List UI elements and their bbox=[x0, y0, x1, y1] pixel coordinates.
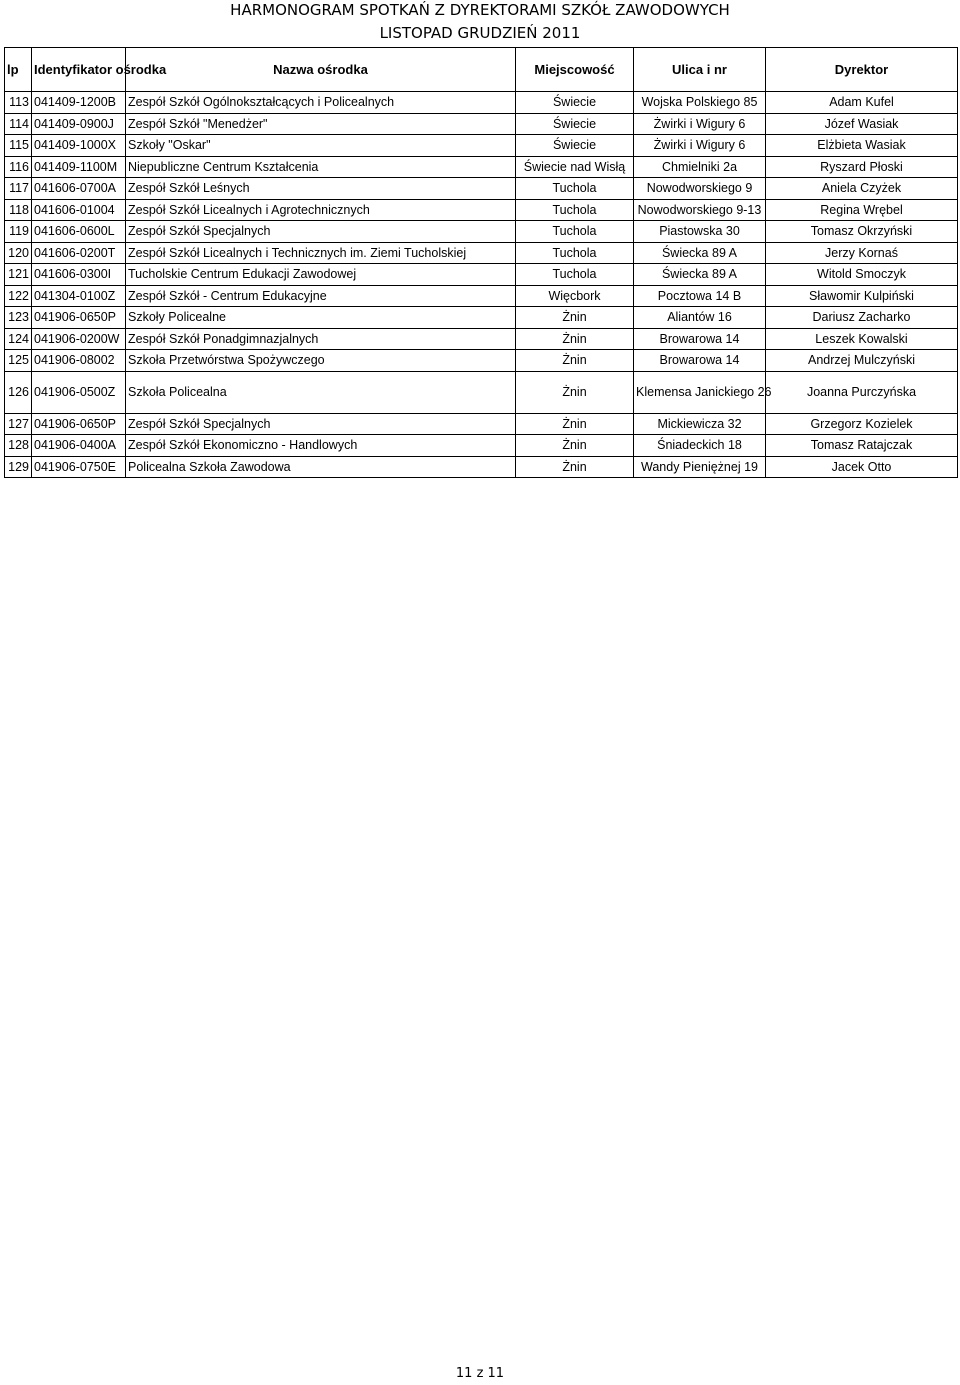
cell-lp: 118 bbox=[5, 199, 32, 221]
cell-city: Tuchola bbox=[516, 199, 634, 221]
cell-city: Żnin bbox=[516, 456, 634, 478]
header-lp: lp bbox=[5, 48, 32, 92]
cell-lp: 128 bbox=[5, 435, 32, 457]
cell-name: Zespół Szkół Specjalnych bbox=[126, 221, 516, 243]
cell-name: Zespół Szkół Ogólnokształcących i Policealnych bbox=[126, 92, 516, 114]
cell-lp: 119 bbox=[5, 221, 32, 243]
cell-director: Elżbieta Wasiak bbox=[766, 135, 958, 157]
cell-director: Witold Smoczyk bbox=[766, 264, 958, 286]
table-row bbox=[5, 264, 958, 286]
table-row bbox=[5, 307, 958, 329]
table-row bbox=[5, 178, 958, 200]
cell-id: 041606-0200T bbox=[32, 242, 126, 264]
cell-street: Browarowa 14 bbox=[634, 328, 766, 350]
cell-name: Szkoły "Oskar" bbox=[126, 135, 516, 157]
cell-lp: 121 bbox=[5, 264, 32, 286]
cell-city: Świecie bbox=[516, 135, 634, 157]
cell-city: Tuchola bbox=[516, 264, 634, 286]
cell-id: 041409-0900J bbox=[32, 113, 126, 135]
cell-name: Niepubliczne Centrum Kształcenia bbox=[126, 156, 516, 178]
table-row bbox=[5, 113, 958, 135]
cell-city: Tuchola bbox=[516, 221, 634, 243]
cell-name: Zespół Szkół Ekonomiczno - Handlowych bbox=[126, 435, 516, 457]
cell-street: Żwirki i Wigury 6 bbox=[634, 135, 766, 157]
cell-street: Piastowska 30 bbox=[634, 221, 766, 243]
cell-street: Aliantów 16 bbox=[634, 307, 766, 329]
cell-id: 041906-0650P bbox=[32, 413, 126, 435]
cell-lp: 117 bbox=[5, 178, 32, 200]
table-row bbox=[5, 285, 958, 307]
cell-street: Pocztowa 14 B bbox=[634, 285, 766, 307]
table-row bbox=[5, 328, 958, 350]
header-director: Dyrektor bbox=[766, 48, 958, 92]
table-body bbox=[5, 92, 958, 478]
cell-director: Ryszard Płoski bbox=[766, 156, 958, 178]
cell-id: 041906-08002 bbox=[32, 350, 126, 372]
document-title: HARMONOGRAM SPOTKAŃ Z DYREKTORAMI SZKÓŁ ZAWODOWYCH bbox=[230, 1, 730, 19]
cell-street: Wojska Polskiego 85 bbox=[634, 92, 766, 114]
table-row bbox=[5, 199, 958, 221]
cell-city: Świecie nad Wisłą bbox=[516, 156, 634, 178]
cell-name: Zespół Szkół Ponadgimnazjalnych bbox=[126, 328, 516, 350]
cell-city: Żnin bbox=[516, 328, 634, 350]
cell-name: Zespół Szkół "Menedżer" bbox=[126, 113, 516, 135]
cell-lp: 116 bbox=[5, 156, 32, 178]
table-row bbox=[5, 135, 958, 157]
cell-street: Świecka 89 A bbox=[634, 264, 766, 286]
cell-name: Szkoła Przetwórstwa Spożywczego bbox=[126, 350, 516, 372]
cell-lp: 113 bbox=[5, 92, 32, 114]
cell-id: 041906-0400A bbox=[32, 435, 126, 457]
cell-director: Regina Wrębel bbox=[766, 199, 958, 221]
cell-director: Leszek Kowalski bbox=[766, 328, 958, 350]
table-row bbox=[5, 456, 958, 478]
cell-id: 041606-01004 bbox=[32, 199, 126, 221]
header-id: Identyfikator ośrodka bbox=[32, 48, 126, 92]
cell-director: Sławomir Kulpiński bbox=[766, 285, 958, 307]
table-row bbox=[5, 413, 958, 435]
cell-id: 041906-0650P bbox=[32, 307, 126, 329]
cell-id: 041606-0700A bbox=[32, 178, 126, 200]
cell-id: 041906-0500Z bbox=[32, 371, 126, 413]
cell-city: Tuchola bbox=[516, 178, 634, 200]
cell-city: Świecie bbox=[516, 92, 634, 114]
cell-lp: 126 bbox=[5, 371, 32, 413]
cell-lp: 120 bbox=[5, 242, 32, 264]
cell-director: Jerzy Kornaś bbox=[766, 242, 958, 264]
cell-city: Żnin bbox=[516, 413, 634, 435]
cell-street: Klemensa Janickiego 26 bbox=[634, 371, 766, 413]
cell-lp: 129 bbox=[5, 456, 32, 478]
table-row bbox=[5, 350, 958, 372]
cell-street: Śniadeckich 18 bbox=[634, 435, 766, 457]
document-subtitle: LISTOPAD GRUDZIEŃ 2011 bbox=[379, 24, 581, 42]
cell-street: Żwirki i Wigury 6 bbox=[634, 113, 766, 135]
cell-id: 041906-0750E bbox=[32, 456, 126, 478]
cell-city: Tuchola bbox=[516, 242, 634, 264]
cell-street: Mickiewicza 32 bbox=[634, 413, 766, 435]
cell-id: 041409-1100M bbox=[32, 156, 126, 178]
cell-name: Zespół Szkół Licealnych i Technicznych im. Ziemi Tucholskiej bbox=[126, 242, 516, 264]
cell-lp: 123 bbox=[5, 307, 32, 329]
cell-director: Jacek Otto bbox=[766, 456, 958, 478]
cell-city: Żnin bbox=[516, 350, 634, 372]
cell-id: 041606-0600L bbox=[32, 221, 126, 243]
cell-name: Zespół Szkół - Centrum Edukacyjne bbox=[126, 285, 516, 307]
cell-lp: 125 bbox=[5, 350, 32, 372]
table-row bbox=[5, 371, 958, 413]
cell-street: Browarowa 14 bbox=[634, 350, 766, 372]
cell-id: 041304-0100Z bbox=[32, 285, 126, 307]
cell-name: Zespół Szkół Specjalnych bbox=[126, 413, 516, 435]
cell-name: Szkoła Policealna bbox=[126, 371, 516, 413]
cell-director: Tomasz Okrzyński bbox=[766, 221, 958, 243]
cell-director: Joanna Purczyńska bbox=[766, 371, 958, 413]
table-header-row bbox=[5, 48, 958, 92]
cell-name: Szkoły Policealne bbox=[126, 307, 516, 329]
header-name: Nazwa ośrodka bbox=[126, 48, 516, 92]
cell-name: Tucholskie Centrum Edukacji Zawodowej bbox=[126, 264, 516, 286]
header-city: Miejscowość bbox=[516, 48, 634, 92]
cell-street: Nowodworskiego 9-13 bbox=[634, 199, 766, 221]
cell-lp: 124 bbox=[5, 328, 32, 350]
cell-director: Aniela Czyżek bbox=[766, 178, 958, 200]
cell-name: Zespół Szkół Leśnych bbox=[126, 178, 516, 200]
table-row bbox=[5, 242, 958, 264]
cell-lp: 122 bbox=[5, 285, 32, 307]
cell-city: Żnin bbox=[516, 371, 634, 413]
cell-lp: 114 bbox=[5, 113, 32, 135]
table-row bbox=[5, 435, 958, 457]
table-row bbox=[5, 221, 958, 243]
cell-id: 041606-0300I bbox=[32, 264, 126, 286]
cell-street: Wandy Pieniężnej 19 bbox=[634, 456, 766, 478]
cell-director: Grzegorz Kozielek bbox=[766, 413, 958, 435]
cell-name: Policealna Szkoła Zawodowa bbox=[126, 456, 516, 478]
cell-director: Dariusz Zacharko bbox=[766, 307, 958, 329]
cell-id: 041409-1200B bbox=[32, 92, 126, 114]
cell-street: Nowodworskiego 9 bbox=[634, 178, 766, 200]
cell-director: Tomasz Ratajczak bbox=[766, 435, 958, 457]
table-row bbox=[5, 92, 958, 114]
schedule-table bbox=[4, 47, 958, 478]
header-street: Ulica i nr bbox=[634, 48, 766, 92]
cell-city: Więcbork bbox=[516, 285, 634, 307]
cell-lp: 127 bbox=[5, 413, 32, 435]
cell-name: Zespół Szkół Licealnych i Agrotechnicznych bbox=[126, 199, 516, 221]
cell-director: Adam Kufel bbox=[766, 92, 958, 114]
cell-id: 041906-0200W bbox=[32, 328, 126, 350]
cell-city: Żnin bbox=[516, 435, 634, 457]
cell-id: 041409-1000X bbox=[32, 135, 126, 157]
cell-street: Świecka 89 A bbox=[634, 242, 766, 264]
cell-street: Chmielniki 2a bbox=[634, 156, 766, 178]
cell-lp: 115 bbox=[5, 135, 32, 157]
table-row bbox=[5, 156, 958, 178]
cell-director: Andrzej Mulczyński bbox=[766, 350, 958, 372]
cell-city: Świecie bbox=[516, 113, 634, 135]
cell-director: Józef Wasiak bbox=[766, 113, 958, 135]
page-number: 11 z 11 bbox=[455, 1366, 505, 1381]
cell-city: Żnin bbox=[516, 307, 634, 329]
